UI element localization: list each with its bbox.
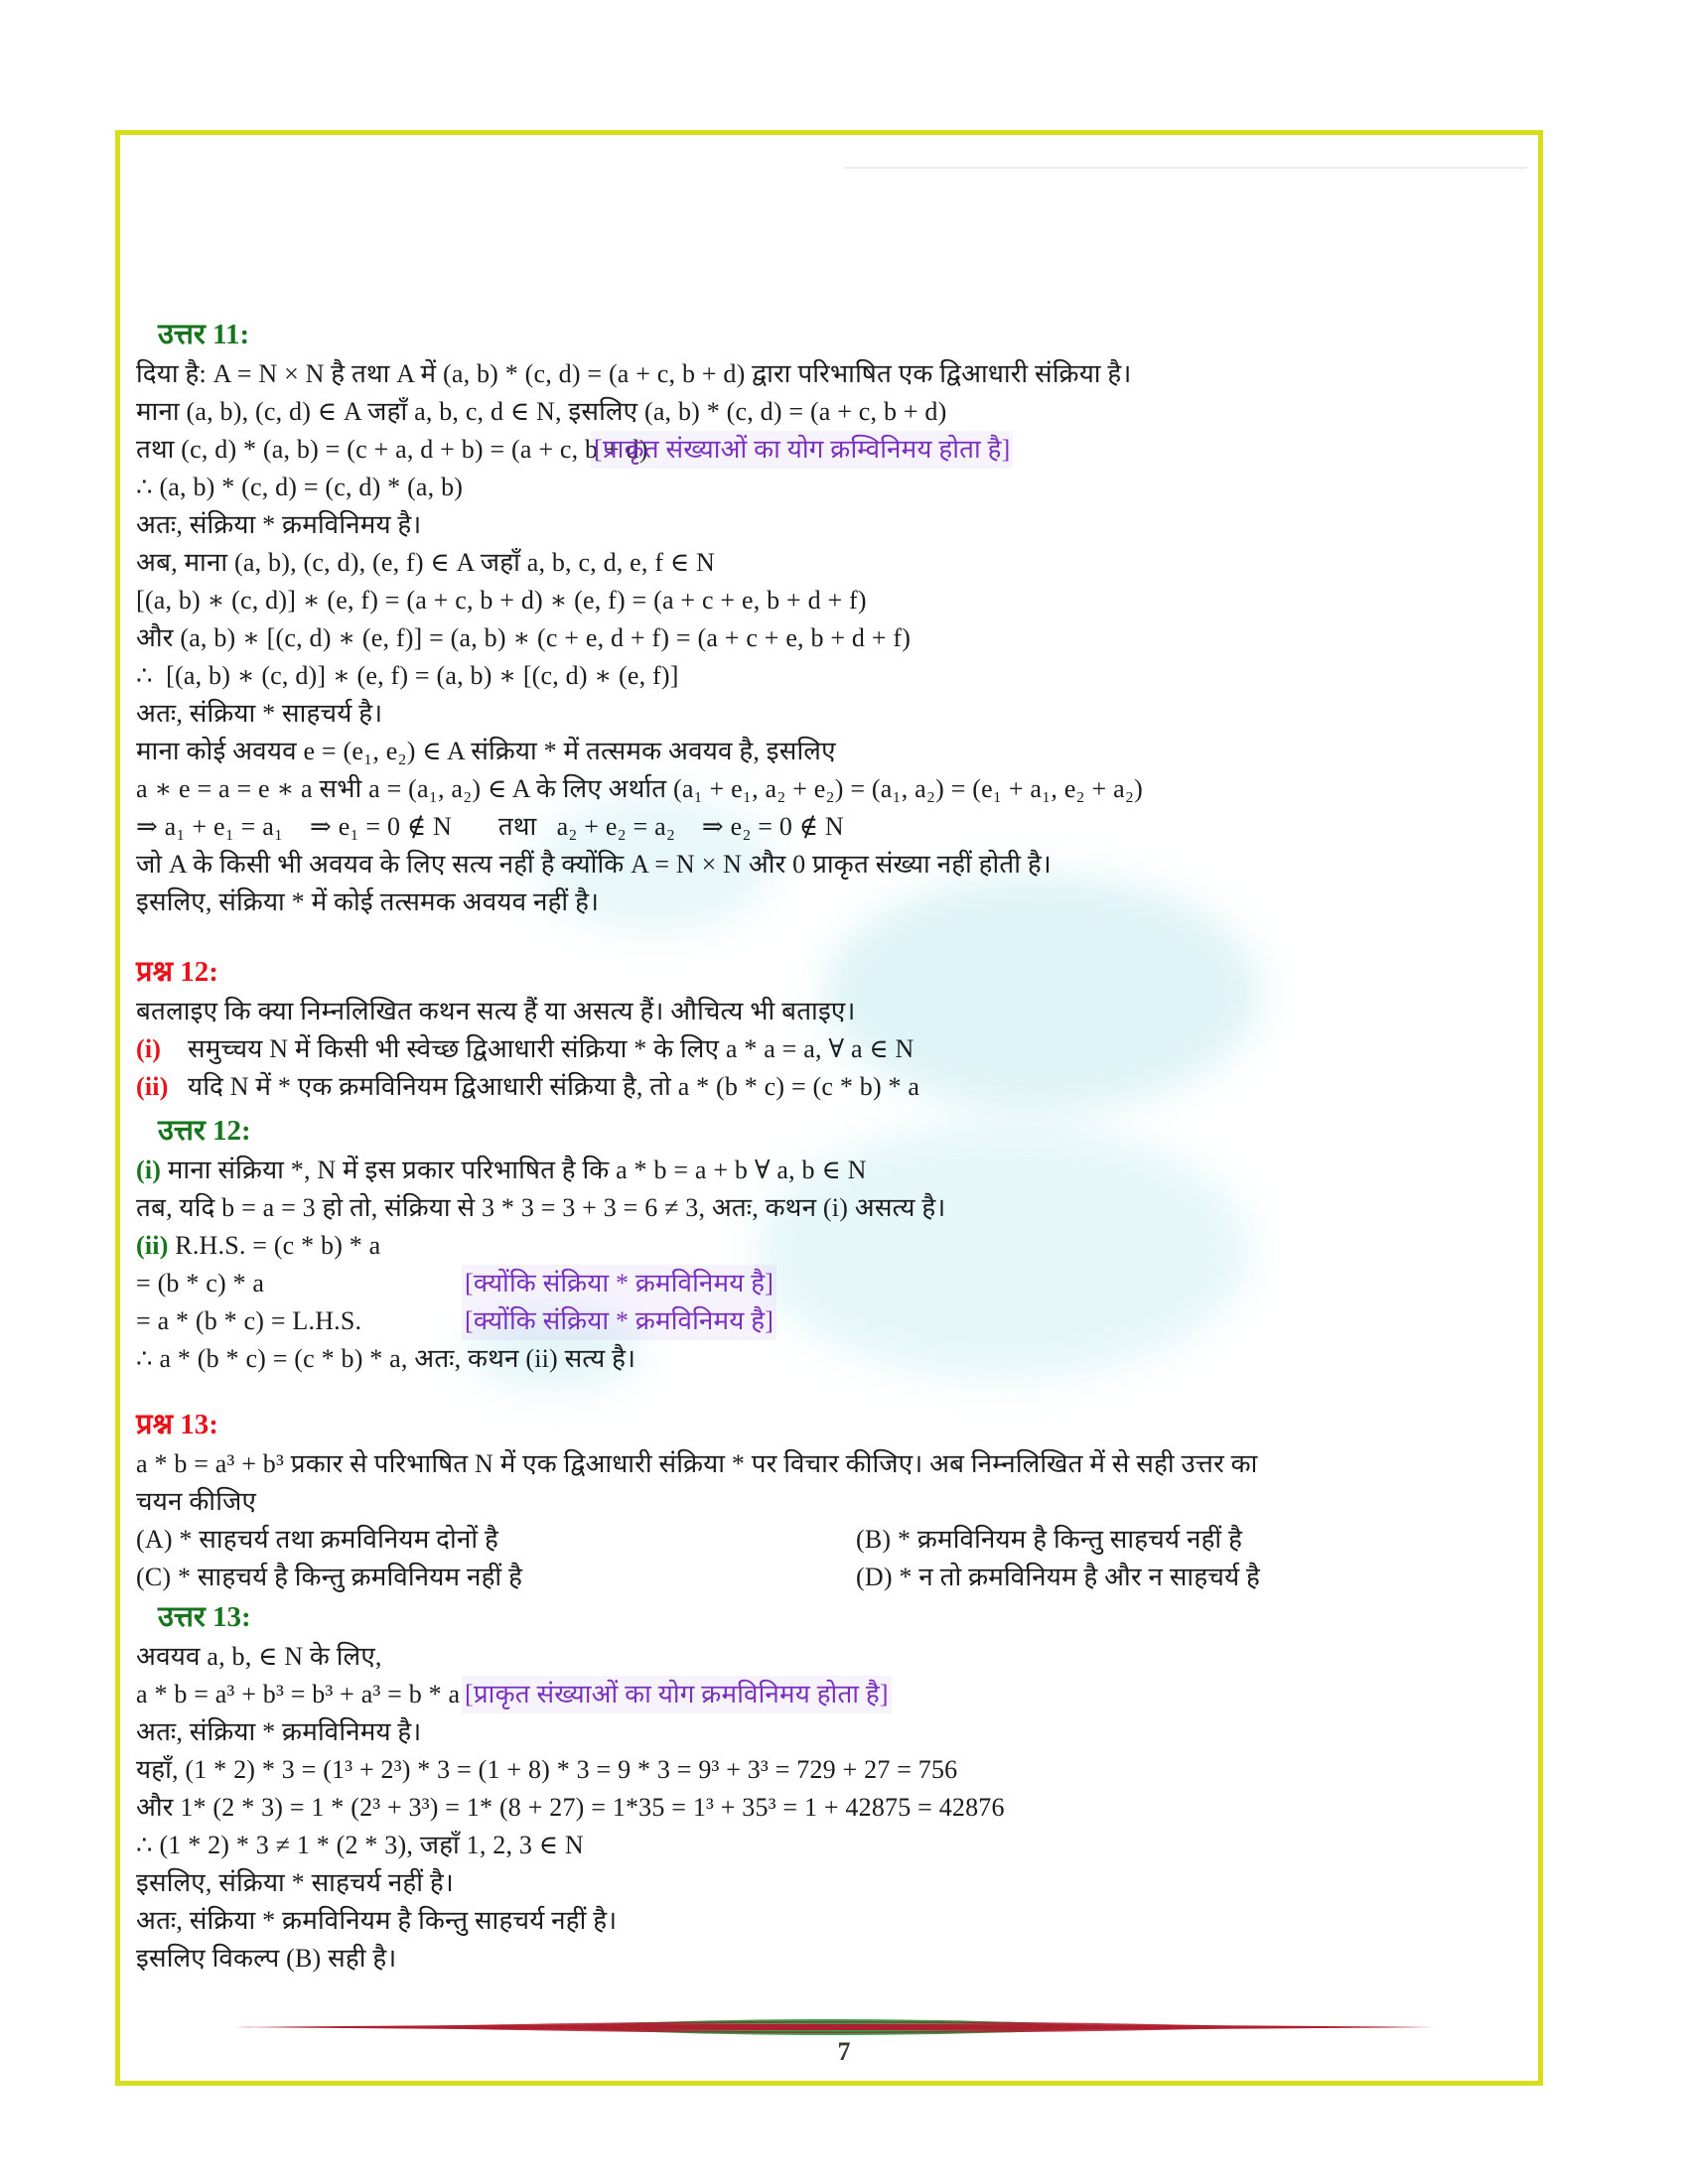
option-row [136, 1521, 1529, 1559]
question-item [136, 1068, 1529, 1106]
line-text: ⇒ a₁ + e₁ = a₁ ⇒ e₁ = 0 ∉ N तथा a₂ + e₂ = a₂ ⇒ e₂ = 0 ∉ N [136, 812, 844, 841]
question-12-heading: प्रश्न 12: [136, 956, 218, 988]
text-line [136, 1189, 1529, 1227]
line-text: इसलिए विकल्प (B) सही है। [136, 1944, 397, 1973]
answer-13-heading [136, 1596, 1529, 1638]
text-line [136, 619, 1529, 657]
line-text: = a * (b * c) = L.H.S. [136, 1306, 362, 1335]
text-line [136, 808, 1529, 846]
line-text: ∴ [(a, b) ∗ (c, d)] ∗ (e, f) = (a, b) ∗ [(c, d) ∗ (e, f)] [136, 661, 679, 690]
line-text: ∴ (a, b) * (c, d) = (c, d) * (a, b) [136, 473, 464, 501]
line-text: R.H.S. = (c * b) * a [168, 1231, 381, 1260]
bracket-note: [प्राकृत संख्याओं का योग क्रमविनिमय होता है] [462, 1676, 892, 1713]
line-text: और 1* (2 * 3) = 1 * (2³ + 3³) = 1* (8 + 27) = 1*35 = 1³ + 35³ = 1 + 42875 = 42876 [136, 1793, 1005, 1822]
text-line [136, 770, 1529, 808]
line-text: अब, माना (a, b), (c, d), (e, f) ∈ A जहाँ a, b, c, d, e, f ∈ N [136, 548, 716, 577]
option-c: (C) * साहचर्य है किन्तु क्रमविनियम नहीं है [136, 1563, 523, 1591]
text-line [136, 582, 1529, 619]
item-marker: (i) [136, 1034, 162, 1063]
option-a: (A) * साहचर्य तथा क्रमविनियम दोनों है [136, 1525, 498, 1554]
line-text: यदि N में * एक क्रमविनियम द्विआधारी संक्रिया है, तो a * (b * c) = (c * b) * a [188, 1072, 920, 1101]
answer-13-heading-text: उत्तर 13: [158, 1601, 251, 1633]
text-line [136, 355, 1529, 393]
text-line [136, 393, 1529, 431]
option-row [136, 1559, 1529, 1596]
text-line [136, 1445, 1529, 1483]
option-b: (B) * क्रमविनियम है किन्तु साहचर्य नहीं है [856, 1525, 1243, 1554]
text-line [136, 469, 1529, 506]
text-line [136, 1340, 1529, 1378]
bracket-note: [प्राकृत संख्याओं का योग क्रम्विनिमय होता है] [591, 431, 1013, 469]
text-line [136, 1940, 1529, 1978]
answer-12-heading-text: उत्तर 12: [158, 1115, 251, 1147]
line-text: अतः, संक्रिया * क्रमविनिमय है। [136, 510, 422, 539]
line-text: माना (a, b), (c, d) ∈ A जहाँ a, b, c, d ∈ N, इसलिए (a, b) * (c, d) = (a + c, b + d) [136, 397, 947, 426]
text-line [136, 993, 1529, 1030]
line-text: a ∗ e = a = e ∗ a सभी a = (a₁, a₂) ∈ A के लिए अर्थात (a₁ + e₁, a₂ + e₂) = (a₁, a₂) = (e₁ + a₁, e₂ + a₂) [136, 774, 1143, 803]
line-text: a * b = a³ + b³ = b³ + a³ = b * a [136, 1680, 461, 1708]
line-text: तथा (c, d) * (a, b) = (c + a, d + b) = (a + c, b + d) [136, 435, 648, 464]
line-text: अवयव a, b, ∈ N के लिए, [136, 1642, 382, 1671]
text-line [136, 733, 1529, 770]
text-line [136, 846, 1529, 884]
text-line [136, 884, 1529, 921]
line-text: इसलिए, संक्रिया * साहचर्य नहीं है। [136, 1868, 454, 1897]
document-content [136, 314, 1529, 1978]
text-line [136, 1638, 1529, 1676]
text-line [136, 506, 1529, 544]
text-line [136, 1751, 1529, 1789]
answer-11-heading-text: उत्तर 11: [158, 319, 250, 350]
line-text: ∴ (1 * 2) * 3 ≠ 1 * (2 * 3), जहाँ 1, 2, 3 ∈ N [136, 1831, 584, 1859]
text-line [136, 1265, 1529, 1302]
text-line [136, 544, 1529, 582]
item-marker: (i) [136, 1156, 162, 1184]
line-text: चयन कीजिए [136, 1487, 257, 1516]
line-text: अतः, संक्रिया * क्रमविनियम है किन्तु साहचर्य नहीं है। [136, 1906, 618, 1935]
question-13-heading: प्रश्न 13: [136, 1409, 218, 1440]
divider-red-line [233, 2024, 1435, 2030]
line-text: माना कोई अवयव e = (e₁, e₂) ∈ A संक्रिया * में तत्समक अवयव है, इसलिए [136, 737, 836, 765]
bracket-note: [क्योंकि संक्रिया * क्रमविनिमय है] [462, 1302, 776, 1340]
text-line [136, 1302, 1529, 1340]
line-text: a * b = a³ + b³ प्रकार से परिभाषित N में एक द्विआधारी संक्रिया * पर विचार कीजिए। अब निम्नलिखित में से सही उत्तर का [136, 1449, 1258, 1478]
text-line [136, 695, 1529, 733]
line-text: बतलाइए कि क्या निम्नलिखित कथन सत्य हैं या असत्य हैं। औचित्य भी बताइए। [136, 997, 856, 1025]
text-line [136, 1152, 1529, 1189]
text-line [136, 1864, 1529, 1902]
text-line [136, 431, 1529, 469]
item-marker: (ii) [136, 1231, 169, 1260]
line-text: ∴ a * (b * c) = (c * b) * a, अतः, कथन (ii) सत्य है। [136, 1344, 636, 1373]
answer-11-heading [136, 314, 1529, 355]
text-line [136, 1483, 1529, 1521]
answer-12-heading [136, 1110, 1529, 1152]
text-line [136, 657, 1529, 695]
question-item [136, 1030, 1529, 1068]
text-line [136, 1676, 1529, 1713]
line-text: जो A के किसी भी अवयव के लिए सत्य नहीं है क्योंकि A = N × N और 0 प्राकृत संख्या नहीं होती है। [136, 850, 1052, 879]
line-text: माना संक्रिया *, N में इस प्रकार परिभाषित है कि a * b = a + b ∀ a, b ∈ N [161, 1156, 867, 1184]
line-text: और (a, b) ∗ [(c, d) ∗ (e, f)] = (a, b) ∗ (c + e, d + f) = (a + c + e, b + d + f) [136, 623, 912, 652]
item-marker: (ii) [136, 1072, 169, 1101]
line-text: = (b * c) * a [136, 1269, 265, 1297]
line-text: अतः, संक्रिया * क्रमविनिमय है। [136, 1717, 422, 1746]
top-inner-shade [844, 167, 1527, 169]
text-line [136, 1713, 1529, 1751]
option-d: (D) * न तो क्रमविनियम है और न साहचर्य है [856, 1563, 1261, 1591]
text-line [136, 1902, 1529, 1940]
text-line [136, 1227, 1529, 1265]
page-number: 7 [837, 2037, 851, 2066]
line-text: दिया है: A = N × N है तथा A में (a, b) * (c, d) = (a + c, b + d) द्वारा परिभाषित एक द्विआधारी संक्रिया है। [136, 359, 1132, 388]
line-text: इसलिए, संक्रिया * में कोई तत्समक अवयव नहीं है। [136, 887, 600, 916]
line-text: यहाँ, (1 * 2) * 3 = (1³ + 2³) * 3 = (1 + 8) * 3 = 9 * 3 = 9³ + 3³ = 729 + 27 = 756 [136, 1755, 958, 1784]
line-text: समुच्चय N में किसी भी स्वेच्छ द्विआधारी संक्रिया * के लिए a * a = a, ∀ a ∈ N [188, 1034, 914, 1063]
bracket-note: [क्योंकि संक्रिया * क्रमविनिमय है] [462, 1265, 776, 1302]
line-text: [(a, b) ∗ (c, d)] ∗ (e, f) = (a + c, b + d) ∗ (e, f) = (a + c + e, b + d + f) [136, 586, 867, 614]
line-text: तब, यदि b = a = 3 हो तो, संक्रिया से 3 * 3 = 3 + 3 = 6 ≠ 3, अतः, कथन (i) असत्य है। [136, 1193, 946, 1222]
text-line [136, 1827, 1529, 1864]
text-line [136, 1789, 1529, 1827]
line-text: अतः, संक्रिया * साहचर्य है। [136, 699, 383, 728]
